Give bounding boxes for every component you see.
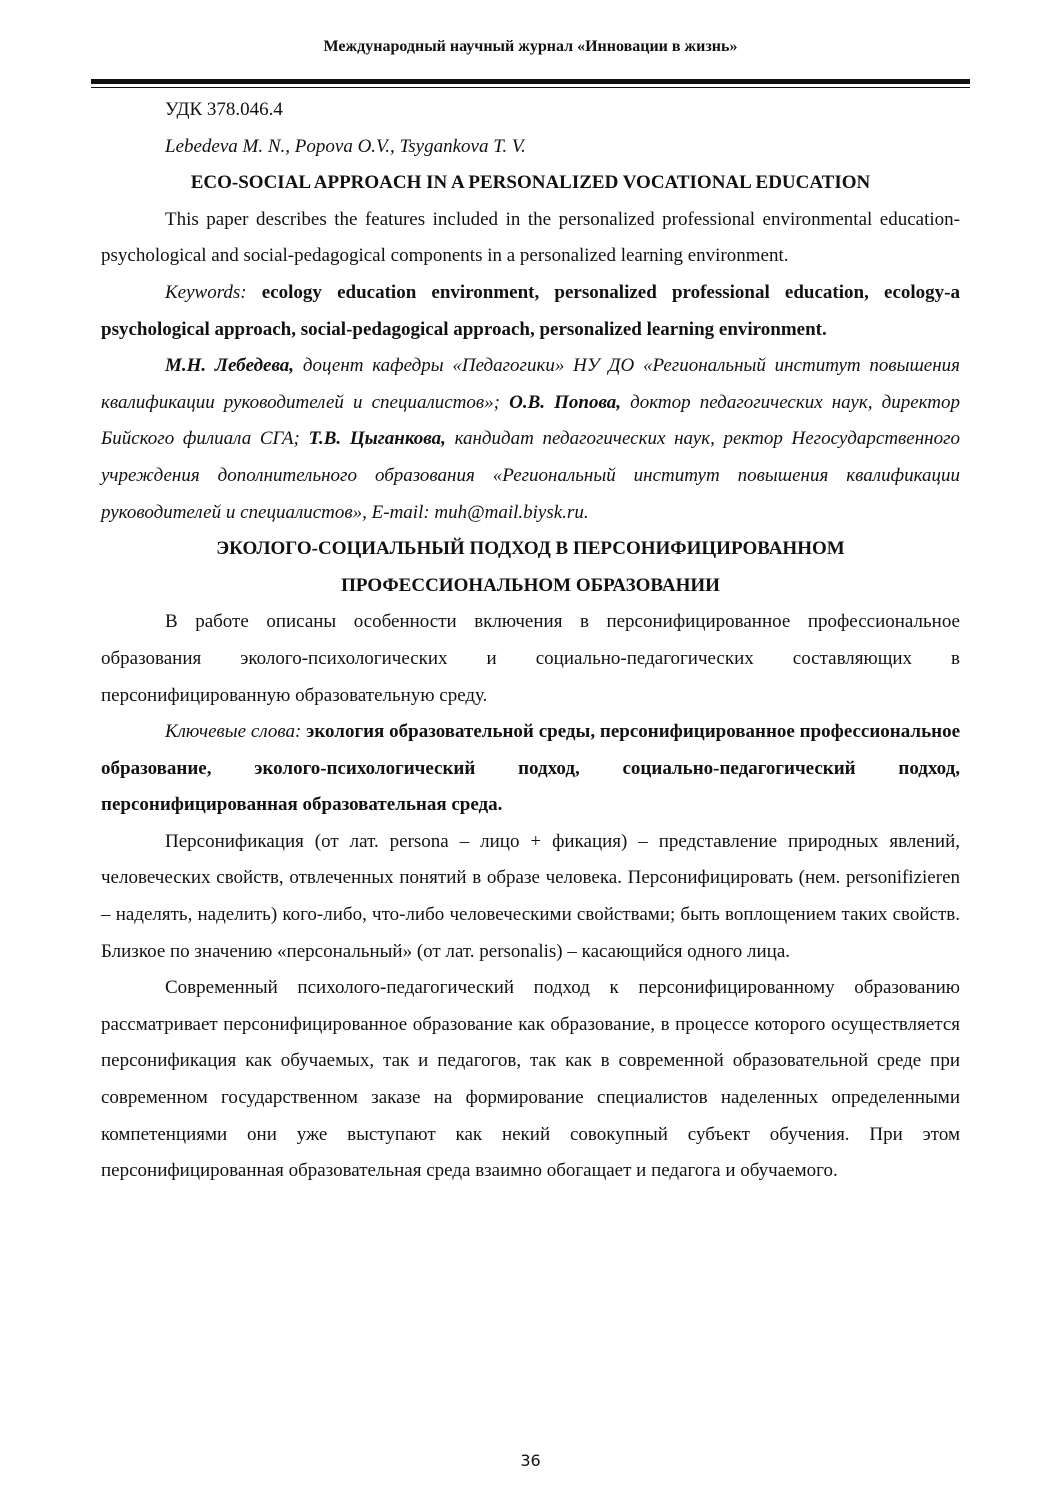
author-2-desc: доктор педагогических наук, директор Бийского филиала СГА; <box>101 391 961 450</box>
ru-keywords-paragraph <box>101 714 960 824</box>
author-1-name: М.Н. Лебедева, <box>165 355 295 377</box>
ru-title-line-1: ЭКОЛОГО-СОЦИАЛЬНЫЙ ПОДХОД В ПЕРСОНИФИЦИРОВАННОМ <box>216 538 845 560</box>
author-2-name: О.В. Попова, <box>509 391 622 413</box>
udc-code: УДК 378.046.4 <box>165 99 283 120</box>
en-authors: Lebedeva M. N., Popova O.V., Tsygankova T. V. <box>165 135 526 157</box>
en-title: ECO-SOCIAL APPROACH IN A PERSONALIZED VOCATIONAL EDUCATION <box>190 172 871 194</box>
article-body <box>101 92 960 1190</box>
header-rule-thin <box>91 87 970 88</box>
en-keywords: ecology education environment, personalized professional education, ecology-a psychological approach, social-pedagogical approach, personalized learning environment. <box>101 281 960 340</box>
page-number: 36 <box>520 1451 541 1470</box>
ru-abstract: В работе описаны особенности включения в персонифицированное профессиональное образования эколого-психологических и социально-педагогических составляющих в персонифицированную образовательную среду. <box>101 611 960 706</box>
header-rule-thick <box>91 79 970 84</box>
author-3-name: Т.В. Цыганкова, <box>308 428 446 450</box>
author-1-desc: доцент кафедры «Педагогики» НУ ДО «Региональный институт повышения квалификации руководителей и специалистов»; <box>101 355 961 413</box>
journal-header: Международный научный журнал «Инновации в жизнь» <box>323 38 738 55</box>
en-keywords-paragraph <box>101 275 960 348</box>
en-keywords-label: Keywords: <box>165 281 247 303</box>
ru-keywords-label: Ключевые слова: <box>165 721 302 743</box>
author-affiliations <box>101 348 960 531</box>
ru-title-line-2: ПРОФЕССИОНАЛЬНОМ ОБРАЗОВАНИИ <box>341 574 720 596</box>
body-paragraph-1: Персонификация (от лат. persona – лицо + фикация) – представление природных явлений, человеческих свойств, отвлеченных понятий в образе человека. Персонифицировать (нем. personifizieren – наделять, наделить) кого-либо, что-либо человеческими свойствами; быть воплощением таких свойств. Близкое по значению «персональный» (от лат. personalis) – касающийся одного лица. <box>101 830 960 962</box>
ru-keywords: экология образовательной среды, персонифицированное профессиональное образование, эколого-психологический подход, социально-педагогический подход, персонифицированная образовательная среда. <box>101 721 961 816</box>
author-3-desc: кандидат педагогических наук, ректор Негосударственного учреждения дополнительного образования «Региональный институт повышения квалификации руководителей и специалистов», E-mail: muh@mail.biysk.ru. <box>101 428 960 523</box>
body-paragraph-2: Современный психолого-педагогический подход к персонифицированному образованию рассматривает персонифицированное образование как образование, в процессе которого осуществляется персонификация как обучаемых, так и педагогов, так как в современной образовательной среде при современном государственном заказе на формирование специалистов наделенных определенными компетенциями они уже выступают как некий совокупный субъект обучения. При этом персонифицированная образовательная среда взаимно обогащает и педагога и обучаемого. <box>101 977 960 1182</box>
en-abstract: This paper describes the features included in the personalized professional environmental education-psychological and social-pedagogical components in a personalized learning environment. <box>101 208 960 267</box>
